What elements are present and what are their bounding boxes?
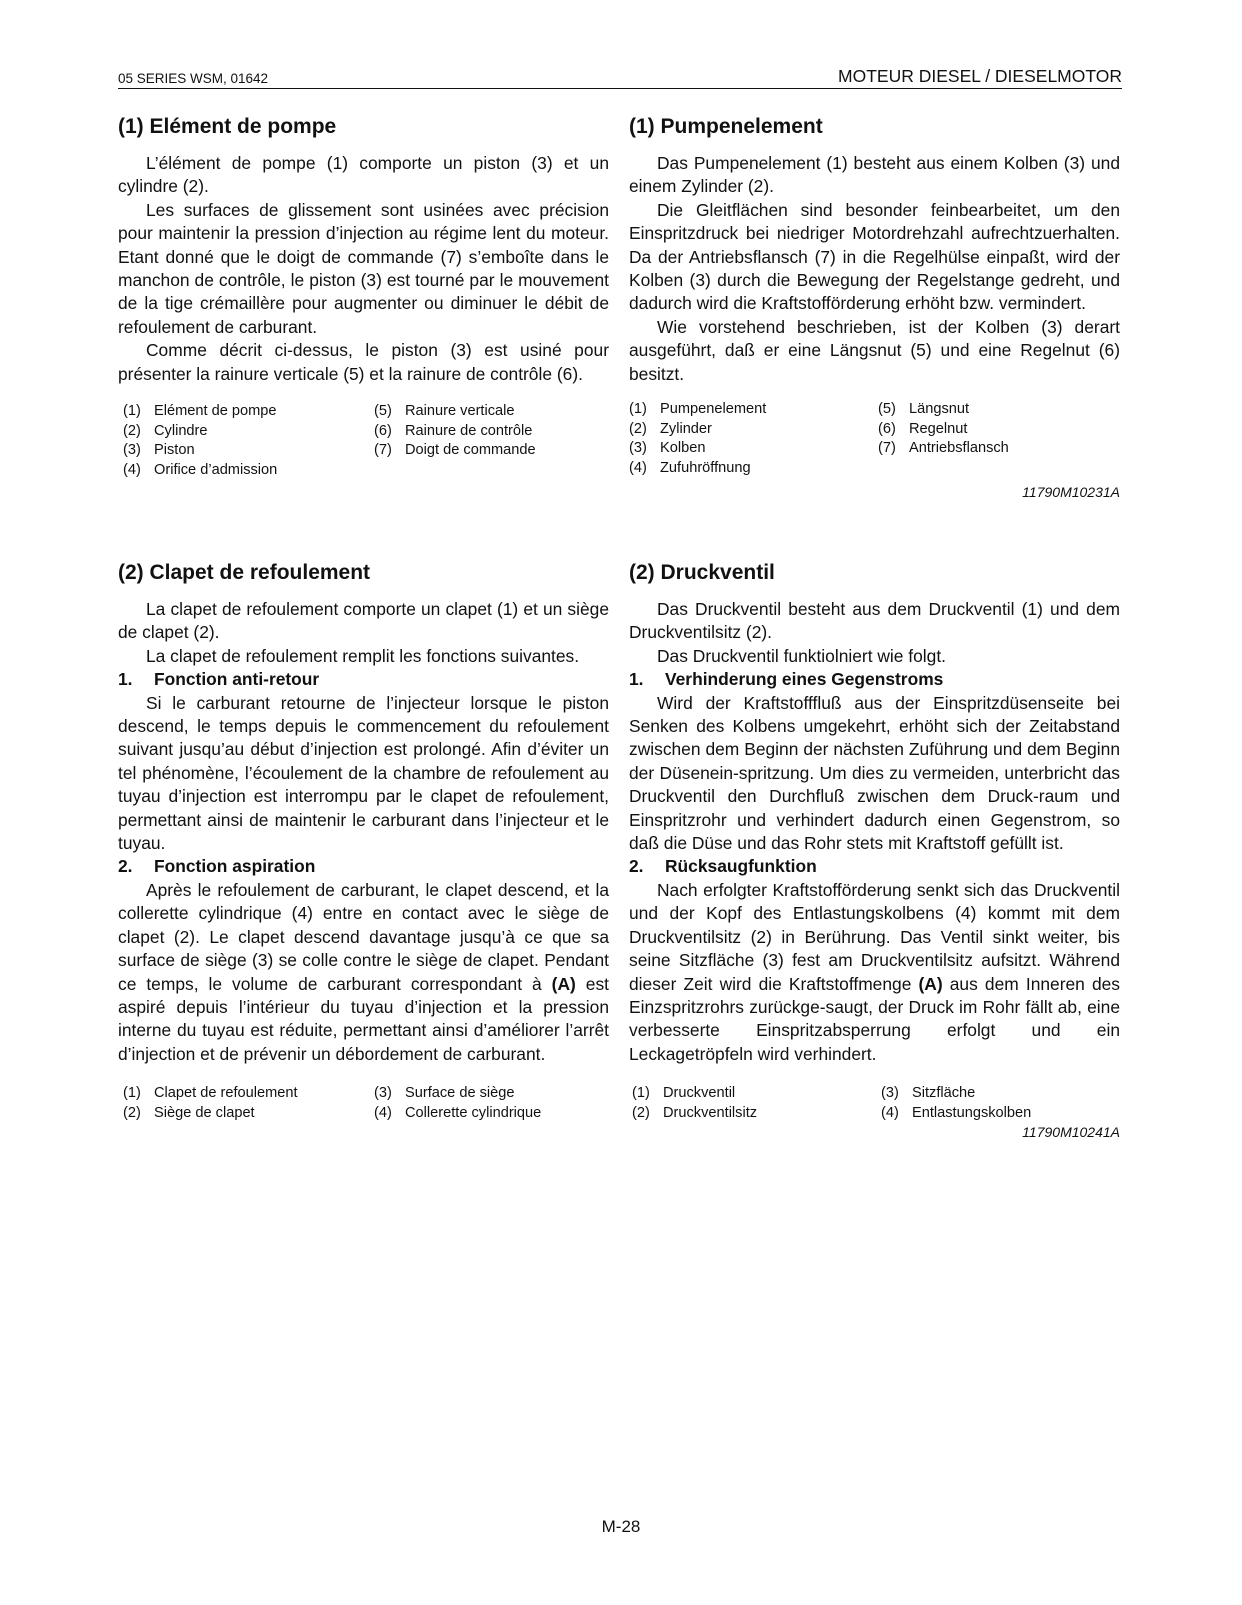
paragraph: Si le carburant retourne de l’injecteur lorsque le piston descend, le temps depuis le commencement du refoulement suivant jusqu’au début d’injection est prolongé. Afin d’éviter un tel phénomène, l’écoulement de la chambre de refoulement au tuyau d’injection est interrompu par le clapet de refoulement, permettant ainsi de maintenir le carburant dans l’injecteur et le tuyau. (118, 692, 609, 854)
figure-legend (629, 400, 1120, 478)
section-title: (1) Pumpenelement (629, 115, 823, 138)
figure-legend (118, 1084, 609, 1124)
legend-item: (2) Cylindre (123, 422, 208, 439)
paragraph: L’élément de pompe (1) comporte un piston (3) et un cylindre (2). (118, 153, 609, 197)
legend-item: (4) Orifice d’admission (123, 461, 278, 478)
paragraph: La clapet de refoulement remplit les fonctions suivantes. (146, 645, 580, 666)
legend-item: (3) Kolben (629, 440, 706, 457)
figure-code: 11790M10241A (1022, 1124, 1120, 1141)
legend-item: (5) Längsnut (878, 401, 970, 418)
subheading: 1. Fonction anti-retour (118, 669, 320, 690)
paragraph: Die Gleitflächen sind besonder feinbearbeitet, um den Einspritzdruck bei niedriger Motordrehzahl aufrechtzuerhalten. Da der Antriebsflansch (7) in die Regelhülse einpaßt, wird der Kolben (3) durch die Bewegung der Regelstange gedreht, und dadurch wird die Kraftstofförderung erhöht bzw. vermindert. (629, 199, 1120, 314)
figure-legend (629, 1084, 1120, 1124)
legend-item: (2) Zylinder (629, 420, 712, 437)
legend-item: (1) Elément de pompe (123, 403, 277, 420)
page-number: M-28 (601, 1517, 641, 1536)
legend-item: (4) Zufuhröffnung (629, 459, 751, 476)
de-section-pump-element (629, 114, 1120, 500)
subheading: 1. Verhinderung eines Gegenstroms (629, 669, 944, 690)
paragraph: Das Pumpenelement (1) besteht aus einem Kolben (3) und einem Zylinder (2). (629, 153, 1120, 197)
paragraph: Nach erfolgter Kraftstofförderung senkt sich das Druckventil und der Kopf des Entlastungskolbens (4) kommt mit dem Druckventilsitz (2) in Berührung. Das Ventil sinkt weiter, bis seine Sitzfläche (3) fest am Druckventilsitz aufsitzt. Während dieser Zeit wird die Kraftstoffmenge (A) aus dem Inneren des Einzspritzrohrs zurückge-saugt, der Druck im Rohr fällt ab, eine verbesserte Einspritzabsperrung erfolgt und ein Leckagetröpfeln wird verhindert. (629, 879, 1120, 1064)
section-title: (2) Clapet de refoulement (118, 561, 371, 584)
paragraph: Das Druckventil funktiolniert wie folgt. (657, 645, 946, 666)
legend-item: (3) Sitzfläche (881, 1085, 976, 1102)
paragraph: Après le refoulement de carburant, le clapet descend, et la collerette cylindrique (4) entre en contact avec le siège de clapet (2). Le clapet descend davantage jusqu’à ce que sa surface de siège (3) se colle contre le siège de clapet. Pendant ce temps, le volume de carburant correspondant à (A) est aspiré depuis l’intérieur du tuyau d’injection et la pression interne du tuyau est réduite, permettant ainsi d’améliorer l’arrêt d’injection et de prévenir un débordement de carburant. (118, 879, 609, 1064)
paragraph: Wird der Kraftstofffluß aus der Einspritzdüsenseite bei Senken des Kolbens umgekehrt, erhöht sich der Zeitabstand zwischen dem Beginn der nächsten Zuführung und dem Beginn der Düsenein-spritzung. Um dies zu vermeiden, unterbricht das Druckventil den Durchfluß zwischen dem Druck-raum und Einspritzrohr und verhindert dadurch einen Gegenstrom, so daß die Düse und das Rohr stets mit Kraftstoff gefüllt ist. (629, 692, 1120, 854)
paragraph: Comme décrit ci-dessus, le piston (3) est usiné pour présenter la rainure verticale (5) et la rainure de contrôle (6). (118, 340, 609, 384)
legend-item: (5) Rainure verticale (374, 403, 515, 420)
fr-section-pump-element (118, 114, 609, 480)
legend-item: (4) Collerette cylindrique (374, 1104, 542, 1121)
legend-item: (2) Siège de clapet (123, 1104, 255, 1121)
section-title: (2) Druckventil (629, 561, 775, 584)
paragraph: Wie vorstehend beschrieben, ist der Kolben (3) derart ausgeführt, daß er eine Längsnut (5) und eine Regelnut (6) besitzt. (629, 316, 1120, 384)
header-chapter-title: MOTEUR DIESEL / DIESELMOTOR (838, 66, 1122, 86)
legend-item: (1) Druckventil (632, 1085, 736, 1102)
section-title: (1) Elément de pompe (118, 115, 337, 138)
legend-item: (4) Entlastungskolben (881, 1104, 1032, 1121)
legend-item: (1) Clapet de refoulement (123, 1085, 298, 1102)
paragraph: Les surfaces de glissement sont usinées avec précision pour maintenir la pression d’injection au régime lent du moteur. Etant donné que le doigt de commande (7) s’emboîte dans le manchon de contrôle, le piston (3) est tourné par le mouvement de la tige crémaillère pour augmenter ou diminuer le débit de refoulement de carburant. (118, 199, 609, 337)
legend-item: (7) Doigt de commande (374, 442, 536, 459)
fr-section-delivery-valve (118, 560, 609, 1124)
legend-item: (1) Pumpenelement (629, 401, 767, 418)
subheading: 2. Rücksaugfunktion (629, 856, 817, 877)
legend-item: (6) Rainure de contrôle (374, 422, 533, 439)
figure-code: 11790M10231A (1022, 484, 1120, 501)
figure-legend (118, 402, 609, 480)
legend-item: (7) Antriebsflansch (878, 440, 1009, 457)
paragraph: La clapet de refoulement comporte un clapet (1) et un siège de clapet (2). (118, 599, 609, 643)
header-manual-code: 05 SERIES WSM, 01642 (118, 71, 269, 86)
page-header (118, 64, 1122, 89)
legend-item: (2) Druckventilsitz (632, 1104, 758, 1121)
paragraph: Das Druckventil besteht aus dem Druckventil (1) und dem Druckventilsitz (2). (629, 599, 1120, 643)
legend-item: (3) Piston (123, 442, 195, 459)
legend-item: (3) Surface de siège (374, 1085, 515, 1102)
subheading: 2. Fonction aspiration (118, 856, 316, 877)
de-section-delivery-valve (629, 560, 1120, 1140)
legend-item: (6) Regelnut (878, 420, 968, 437)
